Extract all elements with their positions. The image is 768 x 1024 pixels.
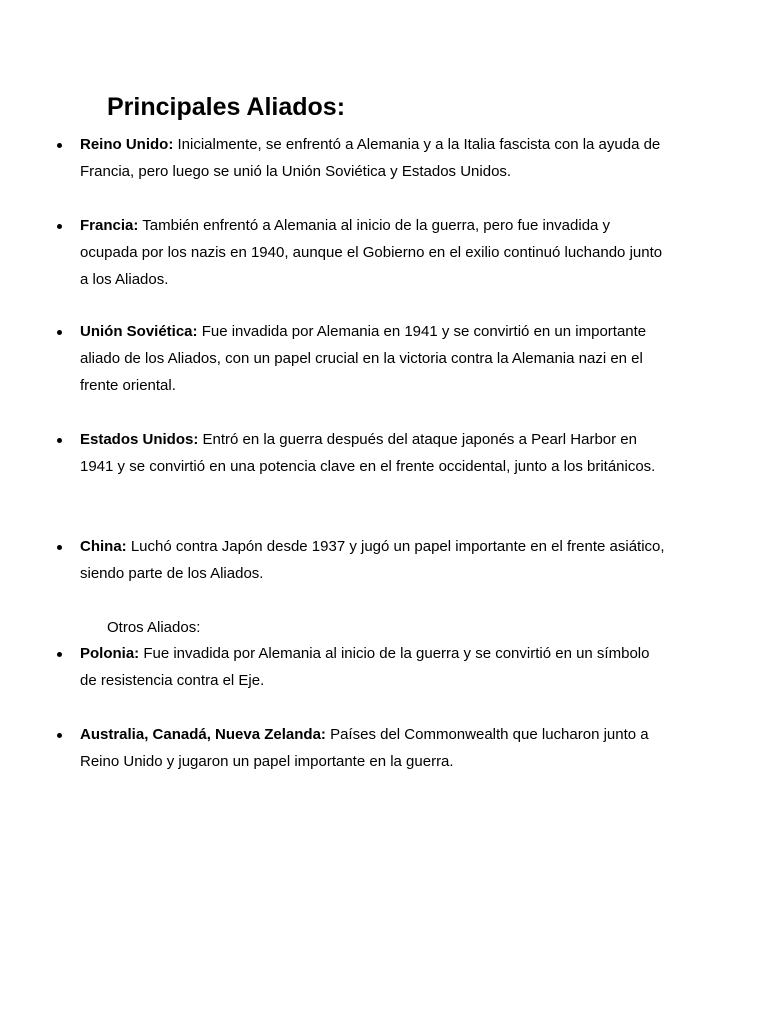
ally-description: Fue invadida por Alemania al inicio de la guerra y se convirtió en un símbolo de resistencia contra el Eje. bbox=[80, 645, 650, 689]
other-allies-heading: Otros Aliados: bbox=[107, 619, 201, 636]
ally-name: China: bbox=[80, 538, 127, 555]
list-item bbox=[80, 721, 665, 775]
ally-name: Estados Unidos: bbox=[80, 431, 199, 448]
ally-description: Inicialmente, se enfrentó a Alemania y a la Italia fascista con la ayuda de Francia, pero luego se unió la Unión Soviética y Estados Unidos. bbox=[80, 136, 661, 180]
ally-name: Francia: bbox=[80, 217, 139, 234]
ally-name: Unión Soviética: bbox=[80, 323, 198, 340]
ally-description: Fue invadida por Alemania en 1941 y se convirtió en un importante aliado de los Aliados, con un papel crucial en la victoria contra la Alemania nazi en el frente oriental. bbox=[80, 323, 647, 394]
list-item bbox=[80, 318, 665, 399]
list-item bbox=[80, 640, 665, 694]
ally-description: Países del Commonwealth que lucharon junto a Reino Unido y jugaron un papel importante en la guerra. bbox=[80, 726, 649, 770]
list-item bbox=[80, 212, 665, 293]
ally-name: Polonia: bbox=[80, 645, 140, 662]
list-item bbox=[80, 131, 665, 185]
list-item bbox=[80, 533, 665, 587]
ally-description: También enfrentó a Alemania al inicio de la guerra, pero fue invadida y ocupada por los nazis en 1940, aunque el Gobierno en el exilio continuó luchando junto a los Aliados. bbox=[80, 217, 663, 288]
ally-name: Australia, Canadá, Nueva Zelanda: bbox=[80, 726, 326, 743]
ally-description: Luchó contra Japón desde 1937 y jugó un papel importante en el frente asiático, siendo parte de los Aliados. bbox=[80, 538, 665, 582]
ally-name: Reino Unido: bbox=[80, 136, 174, 153]
page-title: Principales Aliados: bbox=[107, 93, 346, 121]
list-item bbox=[80, 426, 665, 480]
ally-description: Entró en la guerra después del ataque japonés a Pearl Harbor en 1941 y se convirtió en una potencia clave en el frente occidental, junto a los británicos. bbox=[80, 431, 656, 475]
